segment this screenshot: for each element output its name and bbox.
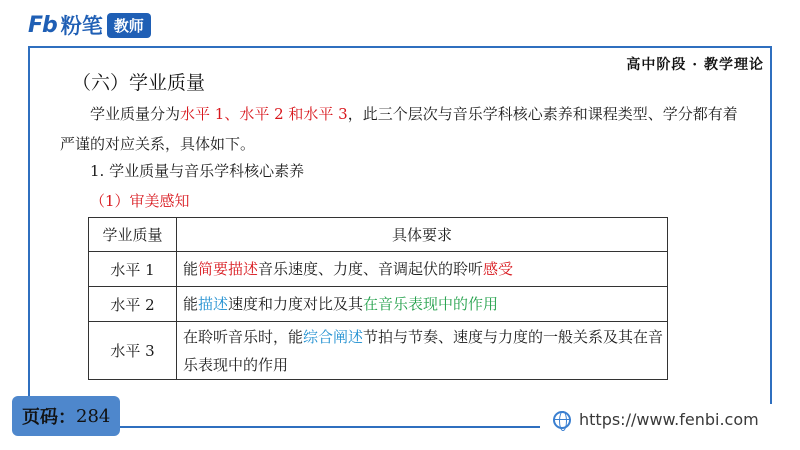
subheading-aesthetic-perception: （1）审美感知 — [90, 192, 190, 210]
logo-pill: 教师 — [107, 13, 151, 38]
frame-line-top — [28, 46, 772, 48]
levels-highlight: 水平 1、水平 2 和水平 3 — [180, 105, 348, 123]
frame-line-bottom — [120, 426, 540, 428]
quality-table — [88, 217, 668, 380]
logo-mark: Fb — [28, 12, 57, 38]
requirement-cell — [177, 287, 668, 322]
intro-text-1: 学业质量分为 — [90, 105, 181, 123]
globe-icon — [553, 411, 571, 429]
frame-line-left — [28, 46, 30, 396]
table-row — [89, 252, 668, 287]
header-requirements: 具体要求 — [177, 218, 668, 252]
page-number-badge — [12, 396, 120, 436]
requirement-cell — [177, 252, 668, 287]
level-cell: 水平 1 — [89, 252, 177, 287]
requirement-segment: 音乐速度、力度、音调起伏的聆听 — [258, 260, 484, 278]
level-cell: 水平 2 — [89, 287, 177, 322]
intro-paragraph — [60, 99, 750, 159]
requirement-segment: 在音乐表现中的作用 — [363, 295, 499, 313]
page-label: 页码： — [22, 407, 76, 428]
section-tag: 高中阶段 · 教学理论 — [626, 57, 764, 73]
website-url[interactable] — [553, 410, 759, 429]
requirement-segment: 描述 — [198, 295, 229, 313]
section-heading: （六）学业质量 — [72, 72, 206, 94]
requirement-segment: 能 — [183, 295, 199, 313]
frame-line-right — [770, 46, 772, 404]
level-cell: 水平 3 — [89, 322, 177, 380]
requirement-segment: 感受 — [483, 260, 514, 278]
requirement-segment: 综合阐述 — [303, 327, 364, 346]
table-row — [89, 322, 668, 380]
requirement-cell — [177, 322, 668, 380]
url-text[interactable]: https://www.fenbi.com — [579, 410, 759, 429]
header-level: 学业质量 — [89, 218, 177, 252]
subheading-core-literacy: 1. 学业质量与音乐学科核心素养 — [90, 162, 305, 180]
table-header-row — [89, 218, 668, 252]
table-row — [89, 287, 668, 322]
requirement-segment: 速度和力度对比及其 — [228, 295, 364, 313]
requirement-segment: 能 — [183, 260, 199, 278]
requirement-segment: 节拍与节奏、速度与力度的一般关系及其在音乐表现中的作用 — [183, 327, 664, 374]
fenbi-logo — [28, 12, 151, 38]
intro-text-2: ，此三个层次与音乐学科核心素养和课程类型、学分都有着严谨的对应关系，具体如下。 — [60, 105, 738, 153]
page-number: 284 — [76, 405, 111, 427]
requirement-segment: 简要描述 — [198, 260, 259, 278]
logo-brand: 粉笔 — [60, 14, 103, 38]
requirement-segment: 在聆听音乐时，能 — [183, 327, 304, 346]
